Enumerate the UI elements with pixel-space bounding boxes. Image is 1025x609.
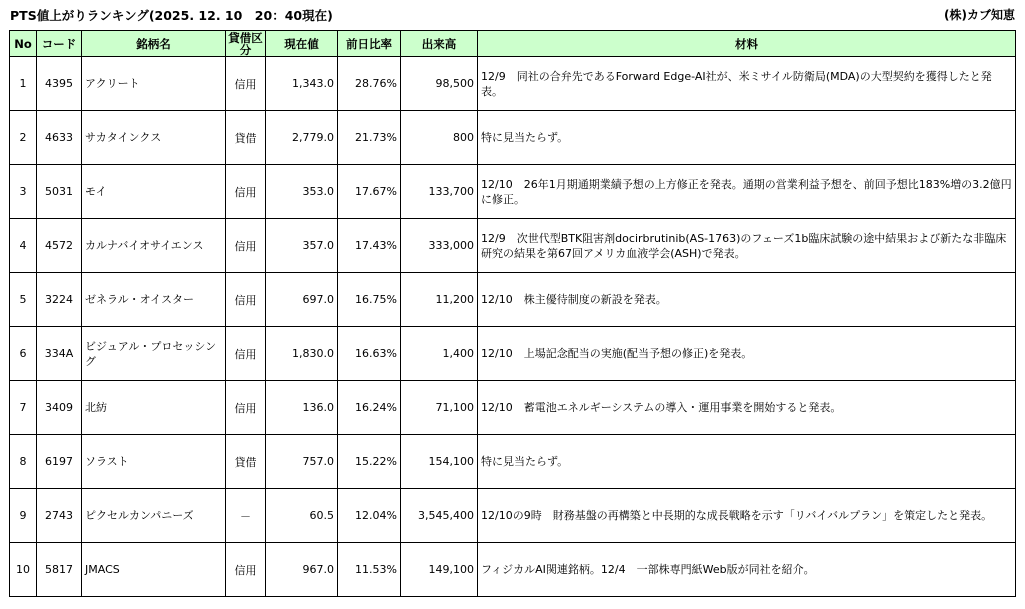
cell-price: 1,830.0: [266, 327, 338, 381]
cell-notes: 12/10 上場記念配当の実施(配当予想の修正)を発表。: [478, 327, 1016, 381]
header-no: No: [10, 31, 37, 57]
cell-code: 3409: [37, 381, 82, 435]
cell-notes: 12/9 同社の合弁先であるForward Edge-AI社が、米ミサイル防衛局(MDA)の大型契約を獲得したと発表。: [478, 57, 1016, 111]
cell-volume: 71,100: [401, 381, 478, 435]
cell-notes: 12/10 株主優待制度の新設を発表。: [478, 273, 1016, 327]
cell-notes: 12/10の9時 財務基盤の再構築と中長期的な成長戦略を示す「リバイバルプラン」を策定したと発表。: [478, 489, 1016, 543]
cell-price: 2,779.0: [266, 111, 338, 165]
table-header-row: [10, 31, 1016, 57]
cell-lending: －: [226, 489, 266, 543]
cell-price: 697.0: [266, 273, 338, 327]
cell-code: 2743: [37, 489, 82, 543]
cell-change: 12.04%: [338, 489, 401, 543]
cell-price: 967.0: [266, 543, 338, 597]
cell-volume: 3,545,400: [401, 489, 478, 543]
header-lending: 貸借区分: [226, 31, 266, 57]
table-row: [10, 381, 1016, 435]
header-volume: 出来高: [401, 31, 478, 57]
cell-name: モイ: [82, 165, 226, 219]
cell-notes: 12/10 26年1月期通期業績予想の上方修正を発表。通期の営業利益予想を、前回予想比183%増の3.2億円に修正。: [478, 165, 1016, 219]
cell-code: 5817: [37, 543, 82, 597]
cell-lending: 貸借: [226, 111, 266, 165]
cell-no: 10: [10, 543, 37, 597]
table-row: [10, 327, 1016, 381]
cell-change: 28.76%: [338, 57, 401, 111]
cell-name: アクリート: [82, 57, 226, 111]
cell-no: 2: [10, 111, 37, 165]
table-row: [10, 273, 1016, 327]
cell-price: 357.0: [266, 219, 338, 273]
cell-change: 17.43%: [338, 219, 401, 273]
cell-change: 17.67%: [338, 165, 401, 219]
cell-code: 4633: [37, 111, 82, 165]
source-label: (株)カブ知恵: [944, 8, 1015, 22]
cell-no: 4: [10, 219, 37, 273]
cell-change: 16.75%: [338, 273, 401, 327]
cell-name: ゼネラル・オイスター: [82, 273, 226, 327]
cell-no: 5: [10, 273, 37, 327]
page-title: PTS値上がりランキング(2025. 12. 10 20：40現在): [10, 8, 333, 23]
cell-volume: 98,500: [401, 57, 478, 111]
cell-name: カルナバイオサイエンス: [82, 219, 226, 273]
table-row: [10, 111, 1016, 165]
cell-lending: 信用: [226, 273, 266, 327]
cell-notes: 12/10 蓄電池エネルギーシステムの導入・運用事業を開始すると発表。: [478, 381, 1016, 435]
cell-price: 757.0: [266, 435, 338, 489]
cell-volume: 800: [401, 111, 478, 165]
table-row: [10, 543, 1016, 597]
cell-price: 136.0: [266, 381, 338, 435]
header-price: 現在値: [266, 31, 338, 57]
cell-code: 3224: [37, 273, 82, 327]
cell-price: 353.0: [266, 165, 338, 219]
cell-code: 334A: [37, 327, 82, 381]
cell-volume: 1,400: [401, 327, 478, 381]
cell-volume: 11,200: [401, 273, 478, 327]
cell-change: 11.53%: [338, 543, 401, 597]
table-row: [10, 489, 1016, 543]
cell-price: 60.5: [266, 489, 338, 543]
cell-notes: 12/9 次世代型BTK阻害剤docirbrutinib(AS-1763)のフェーズ1b臨床試験の途中結果および新たな非臨床研究の結果を第67回アメリカ血液学会(ASH)で発表。: [478, 219, 1016, 273]
cell-change: 21.73%: [338, 111, 401, 165]
cell-no: 3: [10, 165, 37, 219]
cell-lending: 貸借: [226, 435, 266, 489]
ranking-table: [9, 30, 1016, 597]
cell-no: 8: [10, 435, 37, 489]
header-name: 銘柄名: [82, 31, 226, 57]
cell-volume: 154,100: [401, 435, 478, 489]
cell-change: 16.63%: [338, 327, 401, 381]
cell-no: 6: [10, 327, 37, 381]
cell-name: 北紡: [82, 381, 226, 435]
cell-code: 4572: [37, 219, 82, 273]
cell-volume: 133,700: [401, 165, 478, 219]
header-notes: 材料: [478, 31, 1016, 57]
table-row: [10, 435, 1016, 489]
cell-lending: 信用: [226, 327, 266, 381]
cell-change: 16.24%: [338, 381, 401, 435]
cell-lending: 信用: [226, 543, 266, 597]
cell-lending: 信用: [226, 381, 266, 435]
cell-lending: 信用: [226, 57, 266, 111]
title-bar: [10, 6, 1015, 26]
cell-volume: 149,100: [401, 543, 478, 597]
table-row: [10, 165, 1016, 219]
cell-name: ソラスト: [82, 435, 226, 489]
cell-notes: フィジカルAI関連銘柄。12/4 一部株専門紙Web版が同社を紹介。: [478, 543, 1016, 597]
cell-lending: 信用: [226, 165, 266, 219]
cell-name: ビジュアル・プロセッシング: [82, 327, 226, 381]
header-change: 前日比率: [338, 31, 401, 57]
table-row: [10, 57, 1016, 111]
cell-change: 15.22%: [338, 435, 401, 489]
cell-code: 6197: [37, 435, 82, 489]
table-row: [10, 219, 1016, 273]
cell-no: 7: [10, 381, 37, 435]
header-code: コード: [37, 31, 82, 57]
cell-volume: 333,000: [401, 219, 478, 273]
cell-name: サカタインクス: [82, 111, 226, 165]
cell-notes: 特に見当たらず。: [478, 435, 1016, 489]
cell-notes: 特に見当たらず。: [478, 111, 1016, 165]
cell-no: 9: [10, 489, 37, 543]
cell-name: ピクセルカンパニーズ: [82, 489, 226, 543]
cell-code: 4395: [37, 57, 82, 111]
cell-no: 1: [10, 57, 37, 111]
cell-code: 5031: [37, 165, 82, 219]
cell-lending: 信用: [226, 219, 266, 273]
cell-name: JMACS: [82, 543, 226, 597]
cell-price: 1,343.0: [266, 57, 338, 111]
